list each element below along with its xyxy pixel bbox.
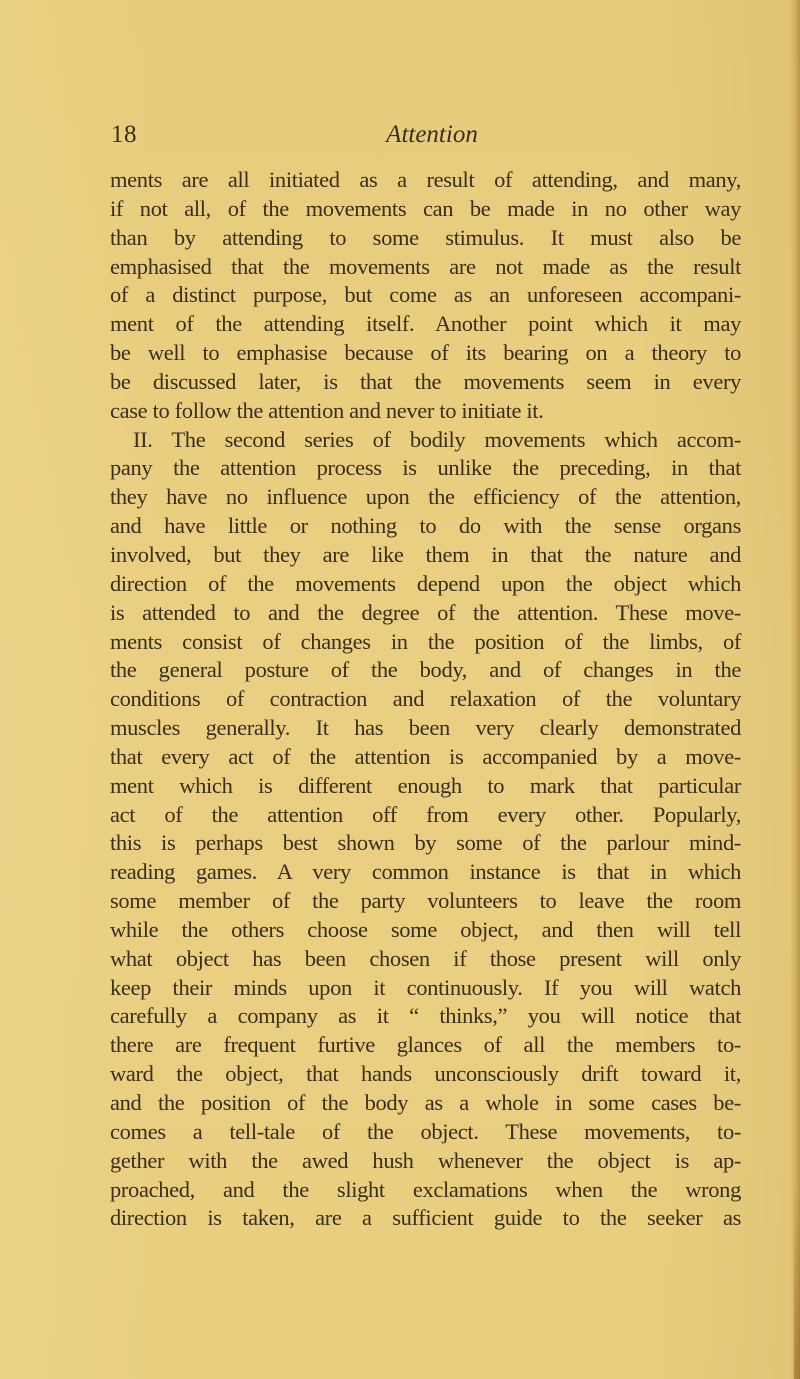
text-line: if not all, of the movements can be made in no other way [110,195,741,221]
page-number: 18 [111,121,137,148]
text-line: keep their minds upon it continuously. If you will watch [110,974,741,1000]
text-line: the general posture of the body, and of changes in the [110,657,741,683]
text-line: they have no influence upon the efficiency of the attention, [110,484,741,510]
text-line: what object has been chosen if those present will only [110,945,741,971]
text-line-paragraph-start: II. The second series of bodily movements which accom- [133,426,741,452]
body-text [110,166,741,1233]
text-line: proached, and the slight exclamations when the wrong [110,1176,741,1202]
text-line: this is perhaps best shown by some of the parlour mind- [110,830,741,856]
text-line: gether with the awed hush whenever the object is ap- [110,1147,741,1173]
text-line: be well to emphasise because of its bearing on a theory to [110,340,741,366]
text-line: while the others choose some object, and then will tell [110,916,741,942]
text-line: comes a tell-tale of the object. These movements, to- [110,1118,741,1144]
running-title: Attention [386,121,478,148]
text-line: of a distinct purpose, but come as an unforeseen accompani- [110,282,741,308]
text-line: ments are all initiated as a result of attending, and many, [110,167,741,192]
text-line: ment of the attending itself. Another point which it may [110,311,741,337]
text-line: ments consist of changes in the position of the limbs, of [110,628,741,654]
text-line: act of the attention off from every other. Popularly, [110,801,741,827]
text-line: muscles generally. It has been very clearly demonstrated [110,715,741,741]
text-line: emphasised that the movements are not made as the result [110,253,741,279]
text-line: is attended to and the degree of the attention. These move- [110,599,741,625]
text-line: some member of the party volunteers to leave the room [110,888,741,914]
text-line: direction of the movements depend upon the object which [110,570,741,596]
text-line: ment which is different enough to mark that particular [110,772,741,798]
text-line-paragraph-end: case to follow the attention and never to initiate it. [110,397,544,423]
text-line: conditions of contraction and relaxation of the voluntary [110,686,741,712]
text-line: involved, but they are like them in that the nature and [110,541,741,567]
text-line: pany the attention process is unlike the preceding, in that [110,455,741,481]
text-line: ward the object, that hands unconsciously drift toward it, [110,1061,741,1087]
text-line: that every act of the attention is accompanied by a move- [110,743,741,769]
text-line: be discussed later, is that the movements seem in every [110,368,741,394]
text-line: direction is taken, are a sufficient guide to the seeker as [110,1205,741,1231]
text-line: and the position of the body as a whole in some cases be- [110,1090,741,1115]
text-line: there are frequent furtive glances of all the members to- [110,1032,741,1058]
running-head [110,118,740,152]
text-line: than by attending to some stimulus. It must also be [110,224,741,250]
text-line: reading games. A very common instance is that in which [110,859,741,885]
text-line: carefully a company as it “ thinks,” you will notice that [110,1003,741,1029]
page-edge-stain [794,1180,800,1379]
page-edge-shadow [790,0,800,1379]
text-line: and have little or nothing to do with the sense organs [110,513,741,539]
